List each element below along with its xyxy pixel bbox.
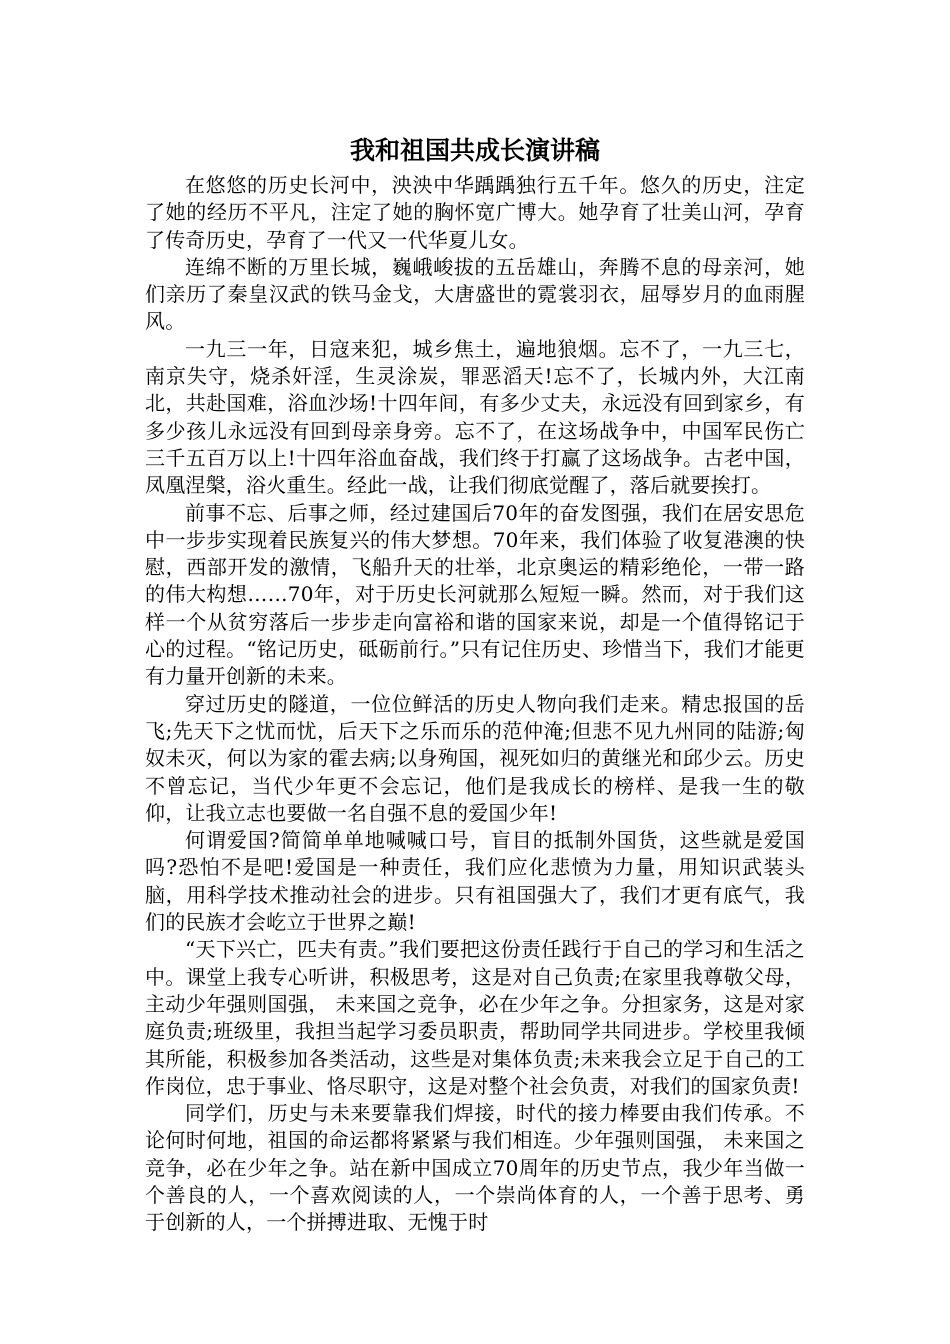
paragraph-6: 何谓爱国?简简单单地喊喊口号，盲目的抵制外国货，这些就是爱国吗?恐怕不是吧!爱国是一种责任，我们应化悲愤为力量，用知识武装头脑，用科学技术推动社会的进步。只有祖国强大了，我们才更有底气，我们的民族才会屹立于世界之巅!: [145, 828, 805, 935]
paragraph-2: 连绵不断的万里长城，巍峨峻拔的五岳雄山，奔腾不息的母亲河，她们亲历了秦皇汉武的铁马金戈，大唐盛世的霓裳羽衣，屈辱岁月的血雨腥风。: [145, 254, 805, 334]
paragraph-3: 一九三一年，日寇来犯，城乡焦土，遍地狼烟。忘不了，一九三七，南京失守，烧杀奸淫，生灵涂炭，罪恶滔天!忘不了，长城内外，大江南北，共赴国难，浴血沙场!十四年间，有多少丈夫，永远没有回到家乡，有多少孩儿永远没有回到母亲身旁。忘不了，在这场战争中，中国军民伤亡三千五百万以上!十四年浴血奋战，我们终于打赢了这场战争。古老中国，凤凰涅槃，浴火重生。经此一战，让我们彻底觉醒了，落后就要挨打。: [145, 336, 805, 498]
document-body: [145, 172, 805, 1237]
paragraph-7: “天下兴亡，匹夫有责。”我们要把这份责任践行于自己的学习和生活之中。课堂上我专心听讲，积极思考，这是对自己负责;在家里我尊敬父母，主动少年强则国强， 未来国之竞争，必在少年之争。分担家务，这是对家庭负责;班级里，我担当起学习委员职责，帮助同学共同进步。学校里我倾其所能，积极参加各类活动，这些是对集体负责;未来我会立足于自己的工作岗位，忠于事业、恪尽职守，这是对整个社会负责，对我们的国家负责!: [145, 937, 805, 1098]
paragraph-1: 在悠悠的历史长河中，泱泱中华踽踽独行五千年。悠久的历史，注定了她的经历不平凡，注定了她的胸怀宽广博大。她孕育了壮美山河，孕育了传奇历史，孕育了一代又一代华夏儿女。: [145, 173, 805, 252]
paragraph-4: 前事不忘、后事之师，经过建国后70年的奋发图强，我们在居安思危中一步步实现着民族复兴的伟大梦想。70年来，我们体验了收复港澳的快慰，西部开发的激情，飞船升天的壮举，北京奥运的精彩绝伦，一带一路的伟大构想……70年，对于历史长河就那么短短一瞬。然而，对于我们这样一个从贫穷落后一步步走向富裕和谐的国家来说，却是一个值得铭记于心的过程。“铭记历史，砥砺前行。”只有记住历史、珍惜当下，我们才能更有力量开创新的未来。: [145, 500, 805, 689]
paragraph-8: 同学们，历史与未来要靠我们焊接，时代的接力棒要由我们传承。不论何时何地，祖国的命运都将紧紧与我们相连。少年强则国强， 未来国之竞争，必在少年之争。站在新中国成立70周年的历史节点，我少年当做一个善良的人，一个喜欢阅读的人，一个崇尚体育的人，一个善于思考、勇于创新的人，一个拼搏进取、无愧于时: [145, 1101, 805, 1235]
document-title: 我和祖国共成长演讲稿: [349, 136, 600, 165]
paragraph-5: 穿过历史的隧道，一位位鲜活的历史人物向我们走来。精忠报国的岳飞;先天下之忧而忧，后天下之乐而乐的范仲淹;但悲不见九州同的陆游;匈奴未灭，何以为家的霍去病;以身殉国，视死如归的黄继光和邱少云。历史不曾忘记，当代少年更不会忘记，他们是我成长的榜样、是我一生的敬仰，让我立志也要做一名自强不息的爱国少年!: [145, 691, 805, 825]
